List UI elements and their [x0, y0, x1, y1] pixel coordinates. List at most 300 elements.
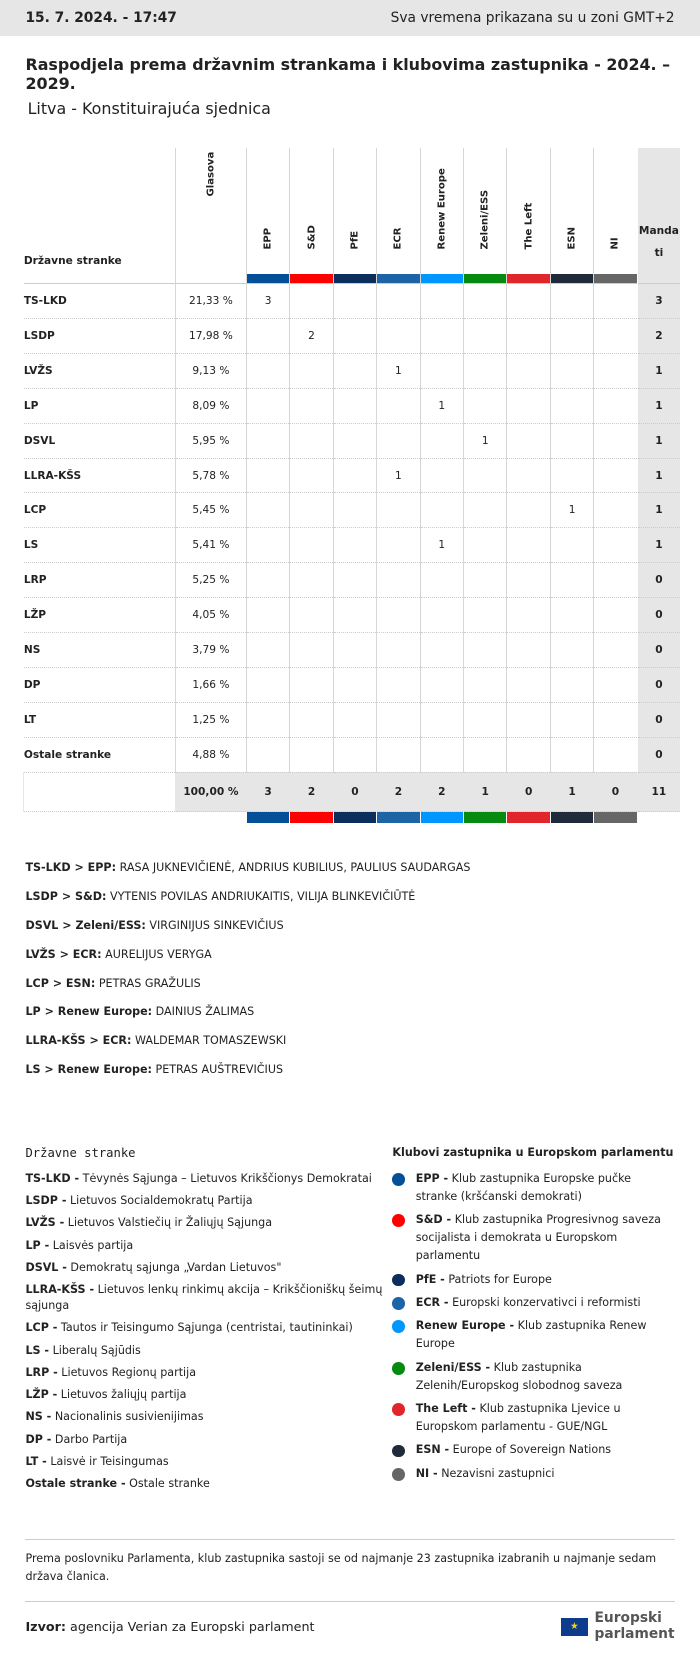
table-row: [24, 668, 680, 703]
mp-line: [25, 861, 674, 874]
abbr: ECR -: [415, 1295, 449, 1309]
page-subtitle: Litva - Konstituirajuća sjednica: [27, 99, 271, 119]
table-row: [24, 458, 680, 493]
mp-names: RASA JUKNEVIČIENĖ, ANDRIUS KUBILIUS, PAULIUS SAUDARGAS: [116, 860, 471, 874]
party-name: LVŽS: [24, 353, 176, 388]
seat-cell: [594, 283, 637, 318]
party-name: LRP: [24, 563, 176, 598]
legend: [25, 1146, 674, 1498]
full-name: Darbo Partija: [51, 1432, 128, 1446]
seat-cell: 3: [246, 283, 289, 318]
seat-cell: [377, 703, 420, 738]
full-name: Europe of Sovereign Nations: [449, 1443, 612, 1457]
seat-cell: [594, 388, 637, 423]
seat-cell: [594, 668, 637, 703]
seat-cell: 2: [290, 318, 333, 353]
vote-share: 21,33 %: [175, 283, 246, 318]
group-legend-title: Klubovi zastupnika u Europskom parlamentu: [392, 1146, 674, 1160]
seat-cell: [377, 388, 420, 423]
full-name: Klub zastupnika Zelenih/Europskog slobodnog saveza: [415, 1360, 623, 1392]
seat-cell: [550, 353, 593, 388]
seat-cell: [290, 388, 333, 423]
mp-names: AURELIJUS VERYGA: [101, 947, 212, 961]
seat-cell: [464, 563, 507, 598]
seat-total: 0: [637, 598, 680, 633]
seat-total: 1: [637, 388, 680, 423]
seat-cell: [550, 528, 593, 563]
group-header[interactable]: S&D: [290, 148, 333, 283]
full-name: Europski konzervativci i reformisti: [448, 1295, 641, 1309]
group-dot-icon: [392, 1214, 405, 1227]
top-bar: [0, 0, 700, 36]
seat-total: 1: [637, 528, 680, 563]
seat-cell: 1: [420, 528, 463, 563]
mp-line: [25, 948, 674, 961]
group-legend-item: [392, 1211, 674, 1265]
mp-key: TS-LKD > EPP:: [25, 860, 117, 874]
table-row: [24, 423, 680, 458]
abbr: Renew Europe -: [415, 1319, 515, 1333]
seat-cell: [377, 283, 420, 318]
seat-cell: [246, 528, 289, 563]
abbr: NI -: [415, 1466, 438, 1480]
full-name: Nezavisni zastupnici: [437, 1466, 555, 1480]
vote-share: 4,88 %: [175, 738, 246, 773]
seat-cell: [507, 318, 550, 353]
seat-cell: [464, 318, 507, 353]
party-legend-item: [25, 1215, 392, 1231]
vote-share: 3,79 %: [175, 633, 246, 668]
mp-key: LP > Renew Europe:: [25, 1005, 153, 1019]
party-name: TS-LKD: [24, 283, 176, 318]
table-row: [24, 598, 680, 633]
eu-flag-icon: ★: [561, 1618, 589, 1636]
group-total: 1: [550, 772, 593, 811]
group-legend-item: [392, 1271, 674, 1289]
party-legend-title: Državne stranke: [25, 1146, 136, 1161]
seat-cell: [550, 703, 593, 738]
vote-share: 8,09 %: [175, 388, 246, 423]
seats-header: Mandati: [637, 148, 680, 283]
full-name: Lietuvos žaliųjų partija: [57, 1388, 187, 1402]
seat-total: 1: [637, 458, 680, 493]
table-row: [24, 528, 680, 563]
party-name: LSDP: [24, 318, 176, 353]
group-dot-icon: [392, 1468, 405, 1481]
group-header[interactable]: Zeleni/ESS: [464, 148, 507, 283]
seat-cell: [377, 423, 420, 458]
group-total: 0: [333, 772, 376, 811]
group-color-bar: [420, 812, 463, 823]
seat-cell: [594, 528, 637, 563]
mp-names: PETRAS AUŠTREVIČIUS: [151, 1063, 284, 1077]
vote-share: 5,78 %: [175, 458, 246, 493]
seat-cell: [420, 563, 463, 598]
full-name: Tėvynės Sąjunga – Lietuvos Krikščionys Demokratai: [79, 1171, 372, 1185]
seat-total: 3: [637, 283, 680, 318]
totals-label: [24, 772, 176, 811]
mp-key: LCP > ESN:: [25, 976, 96, 990]
group-color-bar: [507, 812, 550, 823]
mp-key: LLRA-KŠS > ECR:: [25, 1034, 132, 1048]
seat-cell: [290, 703, 333, 738]
seat-cell: [594, 493, 637, 528]
party-legend-item: [25, 1409, 392, 1425]
vote-share: 1,66 %: [175, 668, 246, 703]
seat-cell: [594, 703, 637, 738]
group-color-bar: [421, 274, 463, 282]
seat-cell: [290, 493, 333, 528]
group-color-bar: [550, 812, 593, 823]
seat-total: 2: [637, 318, 680, 353]
group-header[interactable]: EPP: [246, 148, 289, 283]
group-total: 1: [464, 772, 507, 811]
seat-cell: [246, 598, 289, 633]
abbr: LRP -: [25, 1365, 58, 1379]
group-header[interactable]: ECR: [377, 148, 420, 283]
seat-cell: [246, 458, 289, 493]
party-legend-item: [25, 1476, 392, 1492]
spacer: [175, 812, 246, 823]
abbr: TS-LKD -: [25, 1171, 80, 1185]
vote-share: 4,05 %: [175, 598, 246, 633]
total-votes: 100,00 %: [175, 772, 246, 811]
seat-cell: [333, 493, 376, 528]
group-dot-icon: [392, 1362, 405, 1375]
seat-cell: [464, 528, 507, 563]
group-total: 2: [377, 772, 420, 811]
seat-cell: [550, 633, 593, 668]
seat-total: 1: [637, 493, 680, 528]
seat-cell: [420, 493, 463, 528]
seat-cell: [333, 388, 376, 423]
group-header[interactable]: Renew Europe: [420, 148, 463, 283]
group-total: 2: [290, 772, 333, 811]
party-name: LLRA-KŠS: [24, 458, 176, 493]
group-color-bar: [247, 274, 289, 282]
seat-cell: [420, 353, 463, 388]
seat-cell: [507, 598, 550, 633]
seat-cell: [333, 458, 376, 493]
seat-cell: [333, 703, 376, 738]
group-dot-icon: [392, 1445, 405, 1458]
party-name: LP: [24, 388, 176, 423]
seat-cell: [507, 423, 550, 458]
seat-cell: [420, 318, 463, 353]
seat-cell: [377, 738, 420, 773]
mp-line: [25, 1034, 674, 1047]
seat-cell: [290, 528, 333, 563]
table-row: [24, 388, 680, 423]
seat-cell: [377, 598, 420, 633]
mp-line: [25, 1005, 674, 1018]
party-legend-item: [25, 1343, 392, 1359]
spacer: [637, 812, 680, 823]
abbr: DP -: [25, 1432, 52, 1446]
full-name: Klub zastupnika Europske pučke stranke (kršćanski demokrati): [415, 1171, 631, 1203]
seat-cell: [377, 528, 420, 563]
full-name: Tautos ir Teisingumo Sąjunga (centristai, tautininkai): [57, 1321, 353, 1335]
seat-cell: [377, 318, 420, 353]
page-title: Raspodjela prema državnim strankama i klubovima zastupnika - 2024. – 2029.: [25, 55, 671, 94]
abbr: EPP -: [415, 1171, 449, 1185]
seat-total: 0: [637, 633, 680, 668]
group-color-bar: [377, 812, 420, 823]
party-legend-item: [25, 1282, 392, 1314]
vote-share: 5,41 %: [175, 528, 246, 563]
full-name: Lietuvos Valstiečių ir Žaliųjų Sąjunga: [64, 1216, 273, 1230]
group-total: 2: [420, 772, 463, 811]
seat-cell: [507, 353, 550, 388]
seat-cell: [246, 633, 289, 668]
mp-names: WALDEMAR TOMASZEWSKI: [131, 1034, 287, 1048]
party-name: NS: [24, 633, 176, 668]
abbr: LT -: [25, 1454, 47, 1468]
group-header[interactable]: ESN: [550, 148, 593, 283]
seat-cell: [333, 423, 376, 458]
seat-cell: [550, 458, 593, 493]
seat-cell: 1: [377, 353, 420, 388]
seat-cell: [333, 318, 376, 353]
seat-cell: [507, 703, 550, 738]
full-name: Liberalų Sąjūdis: [49, 1343, 141, 1357]
seat-cell: [507, 493, 550, 528]
party-name: LCP: [24, 493, 176, 528]
group-header[interactable]: NI: [594, 148, 637, 283]
mp-key: LSDP > S&D:: [25, 889, 107, 903]
seat-cell: [420, 703, 463, 738]
seat-cell: [550, 668, 593, 703]
abbr: NS -: [25, 1410, 52, 1424]
abbr: The Left -: [415, 1401, 476, 1415]
group-dot-icon: [392, 1320, 405, 1333]
group-color-bar: [464, 812, 507, 823]
seat-cell: [464, 668, 507, 703]
group-color-bar: [246, 812, 289, 823]
seat-cell: [377, 633, 420, 668]
seat-cell: [464, 493, 507, 528]
seat-cell: [333, 668, 376, 703]
full-name: Lietuvos Regionų partija: [57, 1365, 197, 1379]
party-legend-item: [25, 1193, 392, 1209]
party-name: LS: [24, 528, 176, 563]
seat-cell: [290, 563, 333, 598]
abbr: LP -: [25, 1238, 50, 1252]
table-row: [24, 633, 680, 668]
party-legend-item: [25, 1365, 392, 1381]
seat-cell: [507, 283, 550, 318]
mp-key: LVŽS > ECR:: [25, 947, 102, 961]
timezone-note: Sva vremena prikazana su u zoni GMT+2: [390, 10, 675, 27]
abbr: LS -: [25, 1343, 50, 1357]
group-dot-icon: [392, 1403, 405, 1416]
table-row: [24, 738, 680, 773]
seat-cell: [377, 563, 420, 598]
table-row: [24, 318, 680, 353]
party-legend: [25, 1146, 392, 1498]
seat-cell: [464, 703, 507, 738]
mp-line: [25, 1063, 674, 1076]
full-name: Nacionalinis susivienijimas: [51, 1410, 204, 1424]
timestamp: 15. 7. 2024. - 17:47: [25, 10, 177, 27]
table-row: [24, 283, 680, 318]
full-name: Klub zastupnika Progresivnog saveza socijalista i demokrata u Europskom parlamentu: [415, 1213, 661, 1263]
mp-line: [25, 919, 674, 932]
group-color-bar: [377, 274, 419, 282]
source: Izvor: agencija Verian za Europski parlament: [25, 1619, 315, 1635]
seat-cell: [507, 528, 550, 563]
group-legend-item: [392, 1170, 674, 1206]
mp-names: DAINIUS ŽALIMAS: [152, 1005, 255, 1019]
seat-total: 1: [637, 423, 680, 458]
seat-cell: [550, 318, 593, 353]
seat-cell: [246, 738, 289, 773]
group-color-bar: [594, 812, 637, 823]
party-legend-item: [25, 1171, 392, 1187]
group-color-bar: [290, 812, 333, 823]
seat-cell: [594, 563, 637, 598]
full-name: Lietuvos Socialdemokratų Partija: [66, 1194, 253, 1208]
party-legend-item: [25, 1432, 392, 1448]
seat-cell: [333, 738, 376, 773]
seat-cell: [246, 318, 289, 353]
abbr: PfE -: [415, 1272, 445, 1286]
totals-row: [24, 772, 680, 811]
group-total: 3: [246, 772, 289, 811]
abbr: LŽP -: [25, 1388, 58, 1402]
table-row: [24, 353, 680, 388]
group-color-bar: [334, 274, 376, 282]
table-row: [24, 563, 680, 598]
seat-cell: [246, 703, 289, 738]
seat-cell: [464, 598, 507, 633]
seat-cell: [333, 528, 376, 563]
full-name: Demokratų sąjunga „Vardan Lietuvos": [66, 1260, 282, 1274]
group-dot-icon: [392, 1173, 405, 1186]
party-header: Državne stranke: [23, 255, 122, 268]
party-name: DSVL: [24, 423, 176, 458]
seat-cell: [290, 598, 333, 633]
seat-cell: 1: [464, 423, 507, 458]
seat-cell: [507, 738, 550, 773]
full-name: Patriots for Europe: [444, 1272, 552, 1286]
results-table: [23, 148, 680, 823]
seat-cell: [290, 668, 333, 703]
seat-cell: [420, 668, 463, 703]
seat-cell: [420, 738, 463, 773]
seat-cell: [333, 598, 376, 633]
seat-cell: [246, 493, 289, 528]
seat-cell: [333, 353, 376, 388]
seat-cell: [550, 563, 593, 598]
seat-total: 1: [637, 353, 680, 388]
mp-names: PETRAS GRAŽULIS: [95, 976, 201, 990]
group-color-bar: [290, 274, 332, 282]
full-name: Laisvė ir Teisingumas: [46, 1454, 169, 1468]
party-legend-item: [25, 1320, 392, 1336]
group-legend-item: [392, 1465, 674, 1483]
mp-names: VIRGINIJUS SINKEVIČIUS: [145, 918, 284, 932]
seat-cell: [464, 388, 507, 423]
seat-total: 0: [637, 703, 680, 738]
seat-cell: [464, 738, 507, 773]
party-legend-item: [25, 1454, 392, 1470]
party-name: Ostale stranke: [24, 738, 176, 773]
seat-cell: [333, 283, 376, 318]
votes-header: Glasova: [175, 148, 246, 283]
vote-share: 9,13 %: [175, 353, 246, 388]
seat-cell: [507, 388, 550, 423]
seat-cell: [507, 458, 550, 493]
seat-cell: [507, 563, 550, 598]
seat-cell: 1: [377, 458, 420, 493]
group-header[interactable]: The Left: [507, 148, 550, 283]
seat-cell: [594, 598, 637, 633]
table-row: [24, 703, 680, 738]
group-legend-item: [392, 1317, 674, 1353]
full-name: Laisvės partija: [49, 1238, 134, 1252]
abbr: LSDP -: [25, 1194, 67, 1208]
seat-cell: [290, 633, 333, 668]
group-header[interactable]: PfE: [333, 148, 376, 283]
seat-total: 0: [637, 738, 680, 773]
mp-line: [25, 890, 674, 903]
seat-cell: [464, 353, 507, 388]
seat-cell: [464, 458, 507, 493]
abbr: LCP -: [25, 1321, 58, 1335]
abbr: Ostale stranke -: [25, 1477, 126, 1491]
seat-total: 0: [637, 563, 680, 598]
party-legend-item: [25, 1387, 392, 1403]
group-color-bar: [594, 274, 636, 282]
full-name: Klub zastupnika Ljevice u Europskom parlamentu - GUE/NGL: [415, 1401, 621, 1433]
seat-cell: [594, 633, 637, 668]
footer: [25, 1611, 674, 1643]
vote-share: 5,25 %: [175, 563, 246, 598]
seat-cell: [594, 738, 637, 773]
vote-share: 1,25 %: [175, 703, 246, 738]
full-name: Lietuvos lenkų rinkimų akcija – Krikščioniškų šeimų sąjunga: [25, 1283, 383, 1313]
seat-cell: [594, 353, 637, 388]
seat-cell: [246, 388, 289, 423]
seat-cell: [290, 283, 333, 318]
seat-cell: [246, 423, 289, 458]
abbr: LVŽS -: [25, 1216, 65, 1230]
mp-key: LS > Renew Europe:: [25, 1063, 152, 1077]
elected-members: [25, 861, 674, 1076]
group-total: 0: [594, 772, 637, 811]
group-legend-item: [392, 1294, 674, 1312]
seat-cell: [464, 283, 507, 318]
table-row: [24, 493, 680, 528]
seat-cell: [246, 668, 289, 703]
seat-cell: [377, 668, 420, 703]
seat-cell: [550, 423, 593, 458]
color-bar-row: [24, 812, 680, 823]
abbr: DSVL -: [25, 1260, 67, 1274]
vote-share: 5,95 %: [175, 423, 246, 458]
group-legend-item: [392, 1359, 674, 1395]
seat-cell: [464, 633, 507, 668]
abbr: LLRA-KŠS -: [25, 1283, 95, 1297]
party-legend-item: [25, 1260, 392, 1276]
seat-cell: [594, 318, 637, 353]
seat-cell: [246, 563, 289, 598]
footnote: Prema poslovniku Parlamenta, klub zastupnika sastoji se od najmanje 23 zastupnika izabranih u najmanje sedam država članica.: [25, 1539, 674, 1603]
abbr: Zeleni/ESS -: [415, 1360, 491, 1374]
seat-cell: [377, 493, 420, 528]
ep-logo: ★ Europski parlament: [561, 1611, 675, 1643]
